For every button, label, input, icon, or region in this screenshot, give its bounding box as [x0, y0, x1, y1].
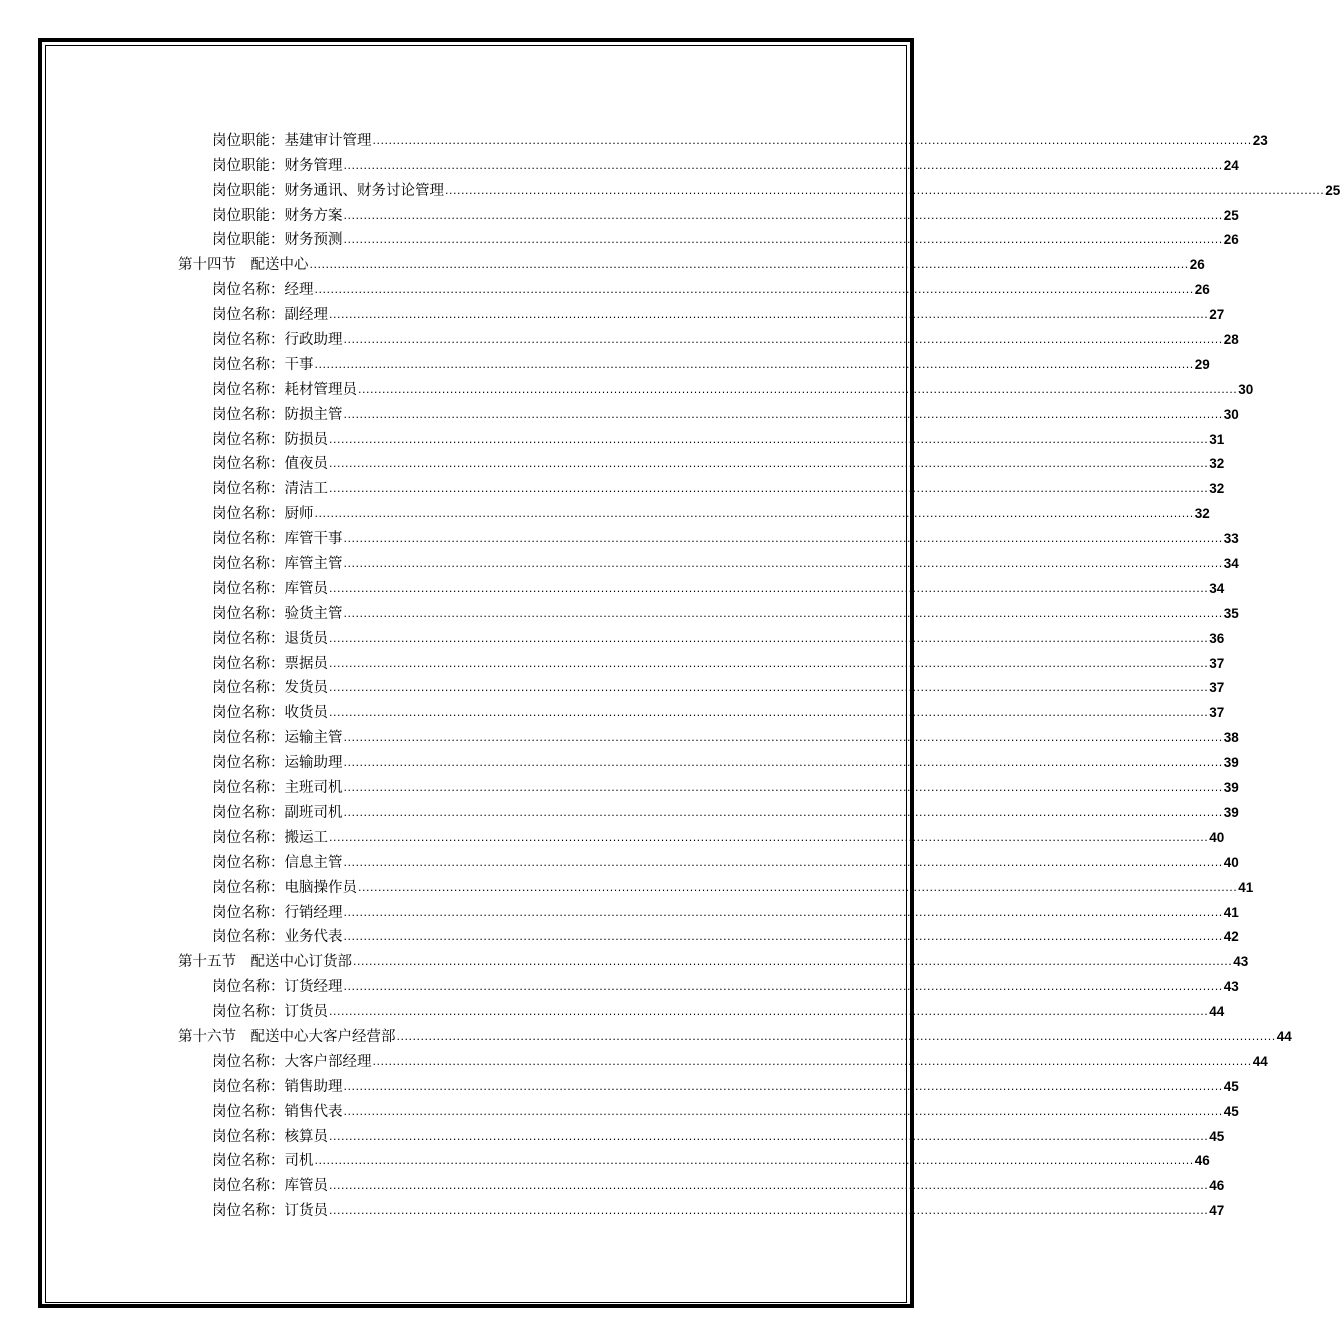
toc-page-number: 41: [1223, 904, 1239, 920]
toc-dot-leader: ............................................................................................................................................................................................................................: [329, 631, 1209, 645]
toc-item-entry[interactable]: [0, 897, 1239, 922]
toc-page-number: 26: [1194, 282, 1210, 298]
toc-item-entry[interactable]: [0, 523, 1239, 548]
toc-page-number: 38: [1223, 730, 1239, 746]
toc-entry-label: 岗位名称：票据员: [212, 655, 328, 672]
toc-entry-label: 岗位名称：运输助理: [212, 755, 343, 772]
toc-dot-leader: ............................................................................................................................................................................................................................: [329, 432, 1209, 446]
toc-item-entry[interactable]: [0, 697, 1225, 722]
toc-entry-label: 岗位名称：订货员: [212, 1203, 328, 1220]
toc-dot-leader: ............................................................................................................................................................................................................................: [343, 805, 1223, 819]
toc-item-entry[interactable]: [0, 1121, 1225, 1146]
toc-entry-label: 岗位名称：防损员: [212, 431, 328, 448]
toc-entry-label: 岗位名称：电脑操作员: [212, 879, 357, 896]
toc-page-number: 24: [1223, 157, 1239, 173]
toc-page-number: 47: [1209, 1203, 1225, 1219]
toc-page-number: 30: [1223, 406, 1239, 422]
toc-page-number: 44: [1276, 1028, 1292, 1044]
toc-page-number: 39: [1223, 780, 1239, 796]
toc-item-entry[interactable]: [0, 274, 1210, 299]
toc-entry-label: 岗位名称：干事: [212, 356, 314, 373]
toc-entry-label: 岗位名称：验货主管: [212, 605, 343, 622]
toc-item-entry[interactable]: [0, 747, 1239, 772]
toc-item-entry[interactable]: [0, 175, 1340, 200]
toc-item-entry[interactable]: [0, 1170, 1225, 1195]
toc-dot-leader: ............................................................................................................................................................................................................................: [329, 482, 1209, 496]
toc-page-number: 42: [1223, 929, 1239, 945]
toc-section-entry[interactable]: [0, 946, 1249, 971]
toc-item-entry[interactable]: [0, 872, 1254, 897]
toc-dot-leader: ............................................................................................................................................................................................................................: [343, 208, 1223, 222]
toc-item-entry[interactable]: [0, 449, 1225, 474]
toc-page-number: 43: [1223, 979, 1239, 995]
toc-page-number: 32: [1194, 506, 1210, 522]
toc-dot-leader: ............................................................................................................................................................................................................................: [343, 905, 1223, 919]
toc-entry-label: 岗位名称：业务代表: [212, 929, 343, 946]
toc-entry-label: 岗位名称：大客户部经理: [212, 1053, 372, 1070]
toc-page-number: 32: [1209, 456, 1225, 472]
toc-item-entry[interactable]: [0, 623, 1225, 648]
toc-entry-label: 岗位名称：库管员: [212, 1178, 328, 1195]
toc-page-number: 37: [1209, 680, 1225, 696]
toc-item-entry[interactable]: [0, 299, 1225, 324]
toc-page-number: 28: [1223, 332, 1239, 348]
toc-page-number: 33: [1223, 531, 1239, 547]
toc-page-number: 39: [1223, 755, 1239, 771]
toc-entry-label: 岗位职能：财务预测: [212, 232, 343, 249]
toc-entry-label: 岗位名称：主班司机: [212, 780, 343, 797]
toc-dot-leader: ............................................................................................................................................................................................................................: [343, 781, 1223, 795]
toc-page-number: 25: [1325, 182, 1340, 198]
toc-dot-leader: ............................................................................................................................................................................................................................: [343, 407, 1223, 421]
toc-item-entry[interactable]: [0, 1146, 1210, 1171]
toc-entry-label: 岗位职能：财务管理: [212, 157, 343, 174]
toc-dot-leader: ............................................................................................................................................................................................................................: [343, 930, 1223, 944]
toc-page-number: 39: [1223, 804, 1239, 820]
toc-dot-leader: ............................................................................................................................................................................................................................: [329, 1179, 1209, 1193]
toc-page-number: 45: [1223, 1078, 1239, 1094]
toc-item-entry[interactable]: [0, 797, 1239, 822]
toc-dot-leader: ............................................................................................................................................................................................................................: [445, 183, 1325, 197]
toc-item-entry[interactable]: [0, 374, 1254, 399]
toc-entry-label: 岗位名称：核算员: [212, 1128, 328, 1145]
toc-section-entry[interactable]: [0, 249, 1205, 274]
toc-entry-label: 岗位名称：厨师: [212, 506, 314, 523]
toc-dot-leader: ............................................................................................................................................................................................................................: [314, 283, 1194, 297]
toc-entry-label: 岗位名称：销售助理: [212, 1078, 343, 1095]
toc-entry-label: 第十四节 配送中心: [178, 257, 309, 274]
toc-dot-leader: ............................................................................................................................................................................................................................: [329, 656, 1209, 670]
toc-item-entry[interactable]: [0, 399, 1239, 424]
toc-entry-label: 岗位名称：库管员: [212, 580, 328, 597]
toc-page-number: 32: [1209, 481, 1225, 497]
toc-page-number: 37: [1209, 705, 1225, 721]
toc-entry-label: 岗位名称：副班司机: [212, 804, 343, 821]
toc-page-number: 26: [1223, 232, 1239, 248]
toc-page-number: 40: [1223, 854, 1239, 870]
toc-dot-leader: ............................................................................................................................................................................................................................: [329, 1005, 1209, 1019]
toc-item-entry[interactable]: [0, 125, 1268, 150]
toc-page-number: 45: [1223, 1103, 1239, 1119]
toc-item-entry[interactable]: [0, 922, 1239, 947]
toc-item-entry[interactable]: [0, 498, 1210, 523]
toc-entry-label: 岗位名称：订货经理: [212, 979, 343, 996]
toc-dot-leader: ............................................................................................................................................................................................................................: [329, 706, 1209, 720]
toc-item-entry[interactable]: [0, 424, 1225, 449]
toc-item-entry[interactable]: [0, 1046, 1268, 1071]
toc-page-number: 34: [1223, 556, 1239, 572]
table-of-contents: [0, 125, 1340, 1220]
toc-item-entry[interactable]: [0, 150, 1239, 175]
toc-dot-leader: ............................................................................................................................................................................................................................: [314, 1154, 1194, 1168]
toc-item-entry[interactable]: [0, 772, 1239, 797]
toc-dot-leader: ............................................................................................................................................................................................................................: [353, 955, 1233, 969]
toc-entry-label: 第十六节 配送中心大客户经营部: [178, 1028, 396, 1045]
toc-page-number: 25: [1223, 207, 1239, 223]
toc-dot-leader: ............................................................................................................................................................................................................................: [329, 581, 1209, 595]
toc-item-entry[interactable]: [0, 971, 1239, 996]
toc-entry-label: 岗位名称：发货员: [212, 680, 328, 697]
toc-dot-leader: ............................................................................................................................................................................................................................: [372, 1054, 1252, 1068]
toc-entry-label: 岗位名称：库管干事: [212, 531, 343, 548]
toc-item-entry[interactable]: [0, 324, 1239, 349]
toc-entry-label: 岗位名称：搬运工: [212, 829, 328, 846]
toc-dot-leader: ............................................................................................................................................................................................................................: [343, 158, 1223, 172]
toc-item-entry[interactable]: [0, 996, 1225, 1021]
toc-dot-leader: ............................................................................................................................................................................................................................: [358, 880, 1238, 894]
toc-item-entry[interactable]: [0, 548, 1239, 573]
toc-dot-leader: ............................................................................................................................................................................................................................: [343, 1079, 1223, 1093]
toc-item-entry[interactable]: [0, 847, 1239, 872]
toc-entry-label: 岗位名称：司机: [212, 1153, 314, 1170]
toc-dot-leader: ............................................................................................................................................................................................................................: [329, 1204, 1209, 1218]
toc-entry-label: 岗位名称：耗材管理员: [212, 381, 357, 398]
toc-item-entry[interactable]: [0, 573, 1225, 598]
toc-dot-leader: ............................................................................................................................................................................................................................: [329, 830, 1209, 844]
toc-item-entry[interactable]: [0, 722, 1239, 747]
toc-page-number: 46: [1194, 1153, 1210, 1169]
toc-dot-leader: ............................................................................................................................................................................................................................: [343, 532, 1223, 546]
toc-entry-label: 岗位职能：财务通讯、财务讨论管理: [212, 182, 444, 199]
toc-dot-leader: ............................................................................................................................................................................................................................: [343, 980, 1223, 994]
toc-dot-leader: ............................................................................................................................................................................................................................: [329, 681, 1209, 695]
toc-dot-leader: ............................................................................................................................................................................................................................: [343, 606, 1223, 620]
toc-item-entry[interactable]: [0, 225, 1239, 250]
toc-dot-leader: ............................................................................................................................................................................................................................: [314, 357, 1194, 371]
toc-entry-label: 岗位名称：信息主管: [212, 854, 343, 871]
toc-item-entry[interactable]: [0, 822, 1225, 847]
toc-page-number: 35: [1223, 605, 1239, 621]
toc-section-entry[interactable]: [0, 1021, 1292, 1046]
toc-dot-leader: ............................................................................................................................................................................................................................: [343, 731, 1223, 745]
toc-item-entry[interactable]: [0, 1096, 1239, 1121]
toc-entry-label: 岗位名称：经理: [212, 282, 314, 299]
toc-page-number: 36: [1209, 630, 1225, 646]
toc-page-number: 26: [1189, 257, 1205, 273]
toc-entry-label: 第十五节 配送中心订货部: [178, 954, 352, 971]
toc-entry-label: 岗位职能：财务方案: [212, 207, 343, 224]
toc-entry-label: 岗位名称：副经理: [212, 307, 328, 324]
toc-page-number: 44: [1209, 1004, 1225, 1020]
toc-item-entry[interactable]: [0, 598, 1239, 623]
toc-entry-label: 岗位名称：行销经理: [212, 904, 343, 921]
toc-page-number: 27: [1209, 307, 1225, 323]
toc-page-number: 29: [1194, 356, 1210, 372]
toc-entry-label: 岗位名称：值夜员: [212, 456, 328, 473]
toc-entry-label: 岗位名称：行政助理: [212, 332, 343, 349]
toc-item-entry[interactable]: [0, 473, 1225, 498]
toc-page-number: 23: [1252, 132, 1268, 148]
toc-dot-leader: ............................................................................................................................................................................................................................: [343, 557, 1223, 571]
toc-dot-leader: ............................................................................................................................................................................................................................: [343, 855, 1223, 869]
toc-dot-leader: ............................................................................................................................................................................................................................: [396, 1029, 1276, 1043]
toc-page-number: 31: [1209, 431, 1225, 447]
toc-page-number: 41: [1238, 879, 1254, 895]
toc-item-entry[interactable]: [0, 200, 1239, 225]
toc-page-number: 45: [1209, 1128, 1225, 1144]
toc-page-number: 43: [1233, 954, 1249, 970]
toc-entry-label: 岗位名称：订货员: [212, 1004, 328, 1021]
toc-page-number: 37: [1209, 655, 1225, 671]
toc-dot-leader: ............................................................................................................................................................................................................................: [343, 333, 1223, 347]
toc-entry-label: 岗位名称：清洁工: [212, 481, 328, 498]
toc-dot-leader: ............................................................................................................................................................................................................................: [343, 233, 1223, 247]
toc-dot-leader: ............................................................................................................................................................................................................................: [372, 133, 1252, 147]
toc-dot-leader: ............................................................................................................................................................................................................................: [329, 457, 1209, 471]
toc-entry-label: 岗位名称：销售代表: [212, 1103, 343, 1120]
toc-entry-label: 岗位名称：防损主管: [212, 406, 343, 423]
toc-page-number: 46: [1209, 1178, 1225, 1194]
toc-page-number: 44: [1252, 1053, 1268, 1069]
toc-dot-leader: ............................................................................................................................................................................................................................: [329, 1129, 1209, 1143]
toc-entry-label: 岗位名称：收货员: [212, 705, 328, 722]
toc-dot-leader: ............................................................................................................................................................................................................................: [309, 258, 1189, 272]
toc-dot-leader: ............................................................................................................................................................................................................................: [343, 756, 1223, 770]
toc-item-entry[interactable]: [0, 1195, 1225, 1220]
toc-page-number: 30: [1238, 381, 1254, 397]
toc-dot-leader: ............................................................................................................................................................................................................................: [329, 308, 1209, 322]
toc-page-number: 34: [1209, 580, 1225, 596]
toc-item-entry[interactable]: [0, 673, 1225, 698]
toc-dot-leader: ............................................................................................................................................................................................................................: [343, 1104, 1223, 1118]
toc-entry-label: 岗位名称：退货员: [212, 630, 328, 647]
toc-item-entry[interactable]: [0, 648, 1225, 673]
toc-dot-leader: ............................................................................................................................................................................................................................: [314, 507, 1194, 521]
toc-page-number: 40: [1209, 829, 1225, 845]
toc-item-entry[interactable]: [0, 349, 1210, 374]
toc-entry-label: 岗位名称：运输主管: [212, 730, 343, 747]
toc-entry-label: 岗位名称：库管主管: [212, 556, 343, 573]
toc-item-entry[interactable]: [0, 1071, 1239, 1096]
toc-dot-leader: ............................................................................................................................................................................................................................: [358, 382, 1238, 396]
toc-entry-label: 岗位职能：基建审计管理: [212, 132, 372, 149]
